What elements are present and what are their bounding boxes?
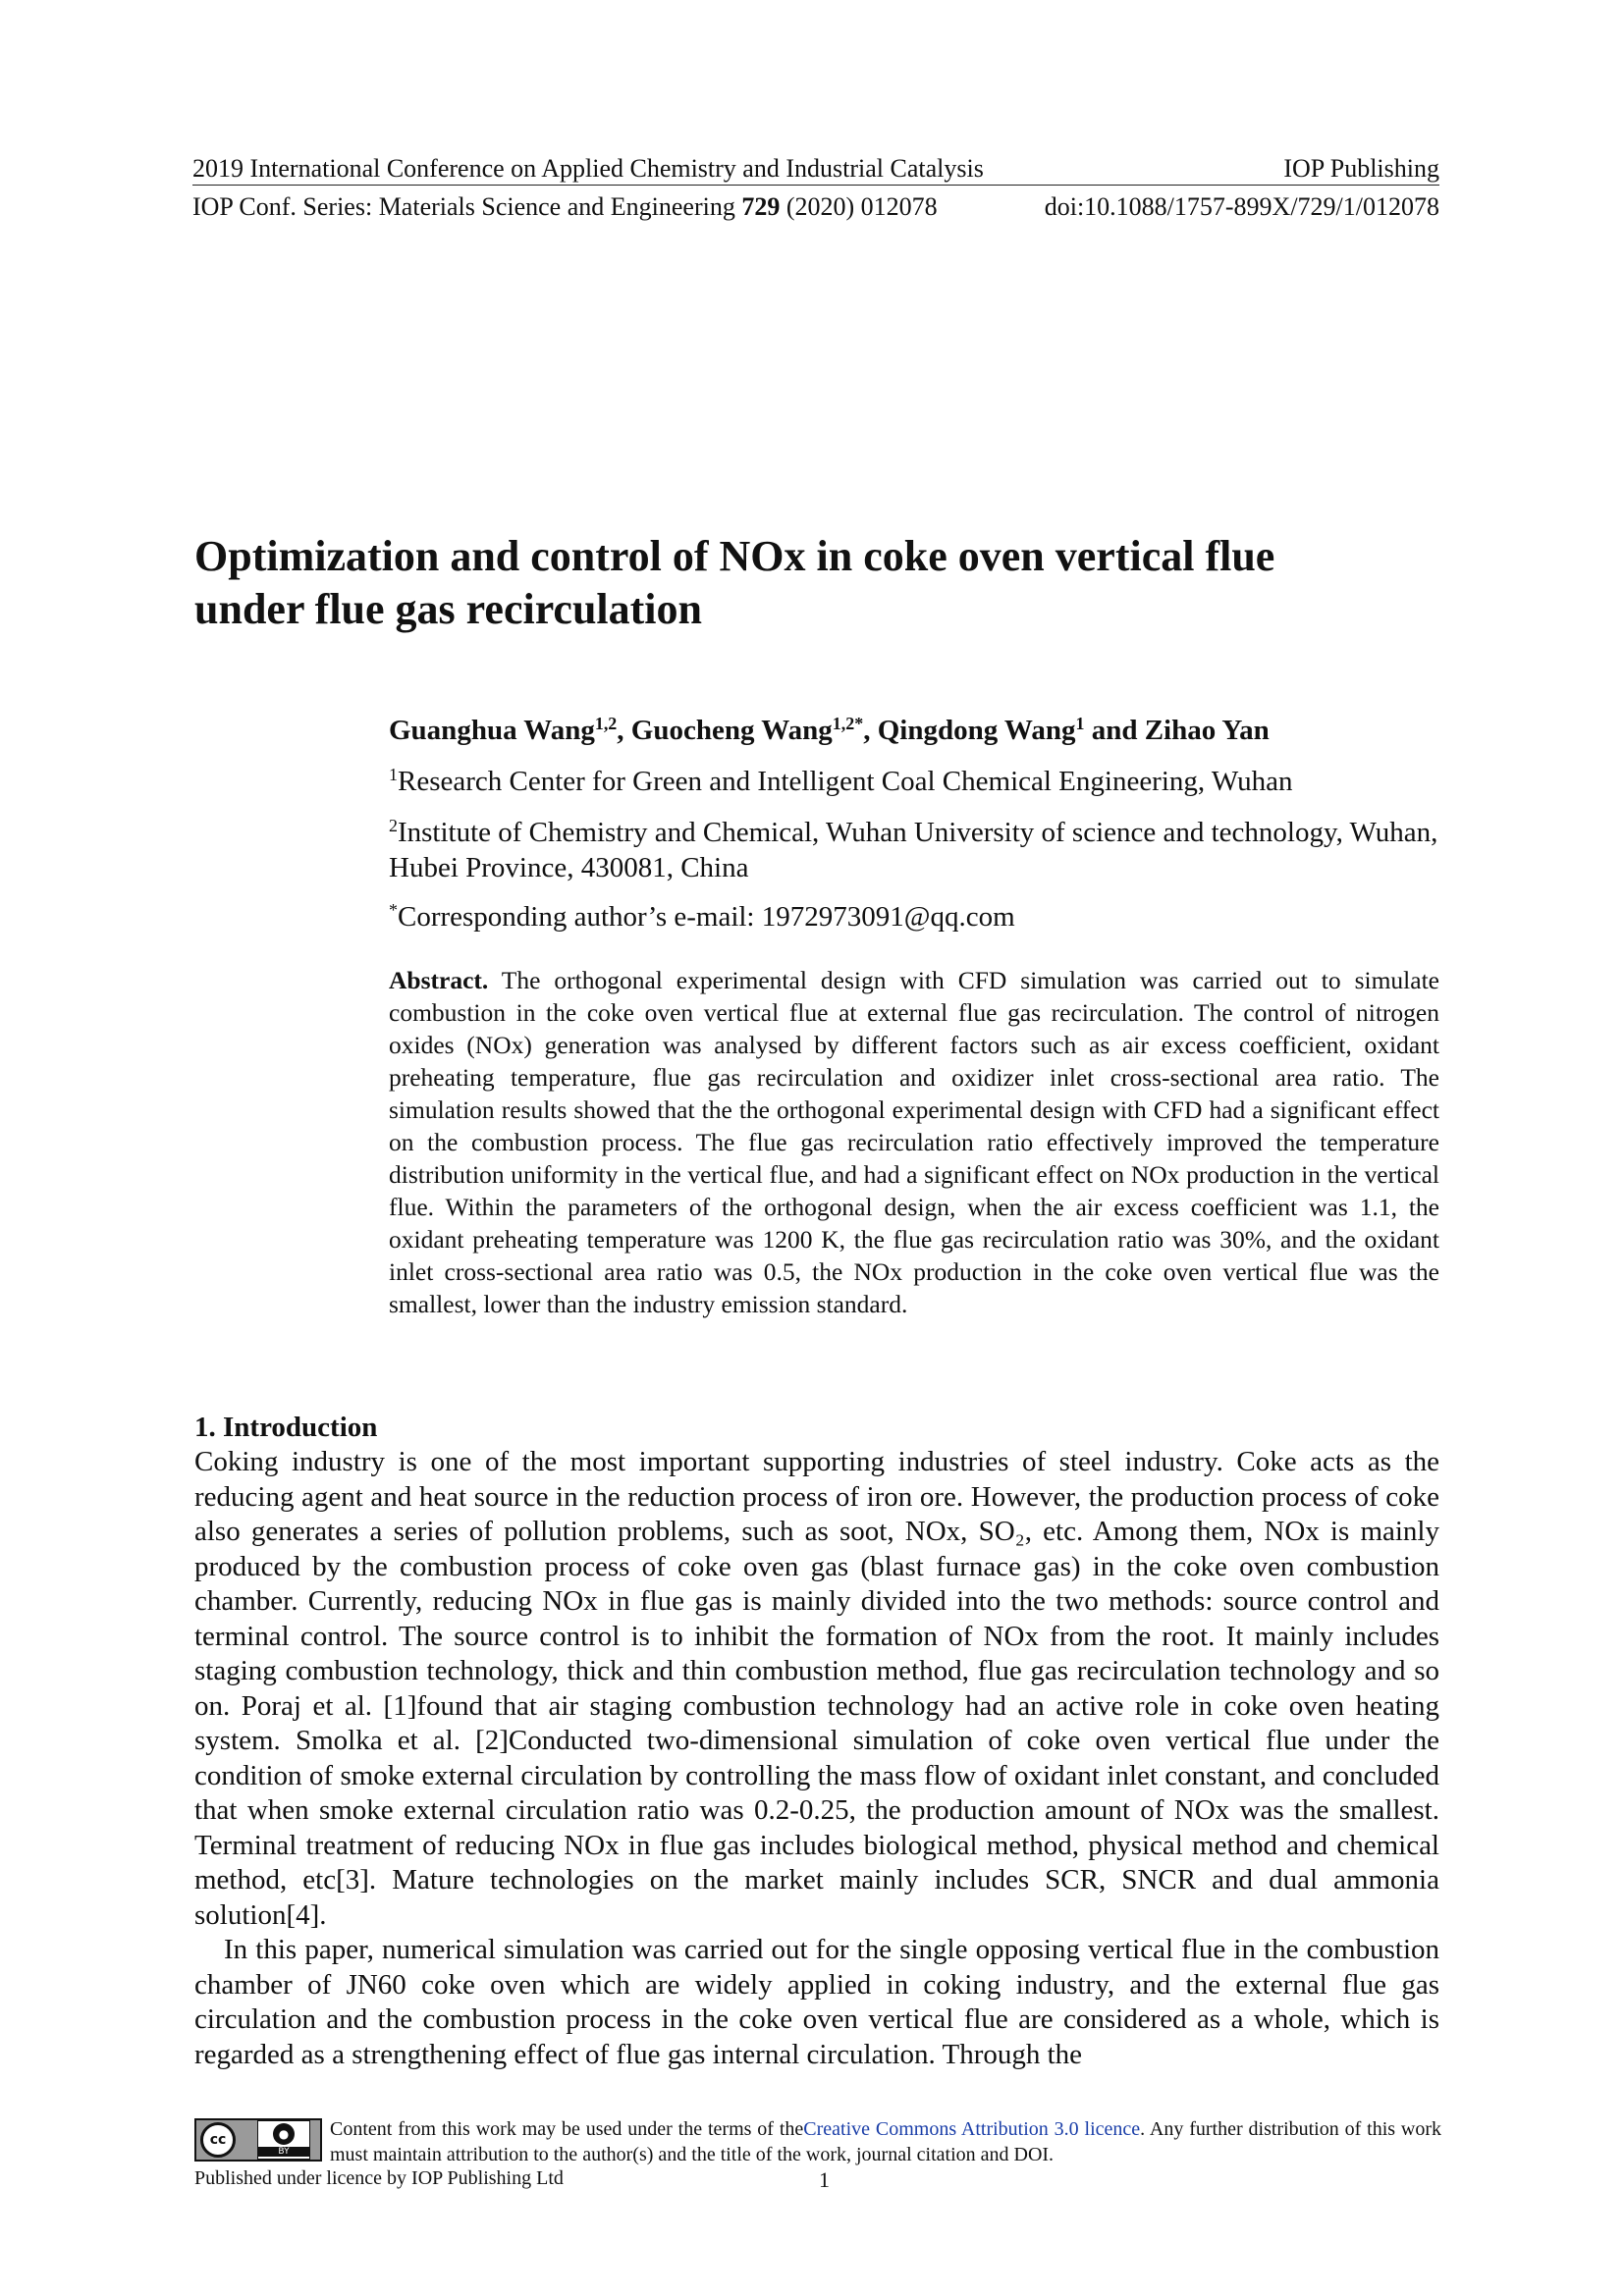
page-number: 1 (819, 2167, 830, 2192)
running-header (192, 154, 1439, 184)
abstract-text: The orthogonal experimental design with CFD simulation was carried out to simulate combustion in the coke oven vertical flue at external flue gas recirculation. The control of nitrogen oxides (NOx) generation was analysed by different factors such as air excess coefficient, oxidant preheating temperature, flue gas recirculation and oxidizer inlet cross-sectional area ratio. The simulation results showed that the the orthogonal experimental design with CFD had a significant effect on the combustion process. The flue gas recirculation ratio effectively improved the temperature distribution uniformity in the vertical flue, and had a significant effect on NOx production in the vertical flue. Within the parameters of the orthogonal design, when the air excess coefficient was 1.1, the oxidant preheating temperature was 1200 K, the flue gas recirculation ratio was 30%, and the oxidant inlet cross-sectional area ratio was 0.5, the NOx production in the coke oven vertical flue was the smallest, lower than the industry emission standard. (389, 966, 1439, 1318)
person-icon: ● (273, 2123, 295, 2145)
author-separator: , (617, 715, 631, 746)
section-heading: 1. Introduction (194, 1412, 378, 1443)
author-name: Zihao Yan (1144, 715, 1270, 746)
corresponding-mark: * (389, 900, 398, 921)
cc-icon: cc (200, 2122, 236, 2158)
by-label: BY (258, 2147, 309, 2157)
affiliation-2 (389, 815, 1439, 885)
license-text: Content from this work may be used under the terms of the (330, 2118, 804, 2140)
author-name: Qingdong Wang (877, 715, 1076, 746)
section-body (194, 1445, 1439, 2072)
abstract (389, 964, 1439, 1320)
author-list (389, 713, 1270, 748)
paragraph: Coking industry is one of the most important supporting industries of steel industry. Coke acts as the reducing agent and heat source in the reduction process of iron ore. However, the production process of coke also generates a series of pollution problems, such as soot, NOx, SO₂, etc. Among them, NOx is mainly produced by the combustion process of coke oven gas (blast furnace gas) in the coke oven combustion chamber. Currently, reducing NOx in flue gas is mainly divided into the two methods: source control and terminal control. The source control is to inhibit the formation of NOx from the root. It mainly includes staging combustion technology, thick and thin combustion method, flue gas recirculation technology and so on. Poraj et al. [1]found that air staging combustion technology had an active role in coke oven heating system. Smolka et al. [2]Conducted two-dimensional simulation of coke oven vertical flue under the condition of smoke external circulation by controlling the mass flow of oxidant inlet constant, and concluded that when smoke external circulation ratio was 0.2-0.25, the production amount of NOx was the smallest. Terminal treatment of reducing NOx in flue gas includes biological method, physical method and chemical method, etc[3]. Mature technologies on the market mainly includes SCR, SNCR and dual ammonia solution[4]. (194, 1446, 1439, 1931)
affiliation-1 (389, 764, 1439, 799)
author-separator: and (1084, 715, 1145, 746)
publisher-line: Published under licence by IOP Publishing Ltd (194, 2167, 564, 2189)
attribution-icon (257, 2120, 310, 2160)
affiliation-text: Research Center for Green and Intelligent Coal Chemical Engineering, Wuhan (397, 766, 1293, 797)
series-name: IOP Conf. Series: Materials Science and Engineering (192, 192, 742, 221)
author-name: Guocheng Wang (630, 715, 833, 746)
author-affiliation-mark: 1 (1075, 714, 1085, 734)
header-rule (192, 185, 1439, 186)
abstract-label: Abstract. (389, 966, 489, 994)
affiliation-mark: 1 (389, 765, 398, 785)
conference-name: 2019 International Conference on Applied Chemistry and Industrial Catalysis (192, 154, 984, 183)
paragraph: In this paper, numerical simulation was carried out for the single opposing vertical flue in the combustion chamber of JN60 coke oven which are widely applied in coking industry, and the external flue gas circulation and the combustion process in the coke oven vertical flue are considered as a whole, which is regarded as a strengthening effect of flue gas internal circulation. Through the (194, 1934, 1439, 2070)
cc-license-logo (194, 2118, 322, 2162)
affiliation-text: Institute of Chemistry and Chemical, Wuhan University of science and technology, Wuhan, Hubei Province, 430081, China (389, 817, 1438, 883)
title-line-2: under flue gas recirculation (194, 585, 702, 633)
affiliation-mark: 2 (389, 816, 398, 836)
corresponding-email: Corresponding author’s e-mail: 1972973091@qq.com (397, 901, 1015, 933)
author-affiliation-mark: 1,2* (832, 714, 864, 734)
paper-title (194, 530, 1432, 636)
license-notice (330, 2116, 1441, 2167)
corresponding-author (389, 899, 1439, 934)
author-affiliation-mark: 1,2 (594, 714, 618, 734)
publisher-name: IOP Publishing (1283, 154, 1439, 183)
series-citation (192, 192, 938, 222)
author-name: Guanghua Wang (389, 715, 595, 746)
license-text: . Any further distribution of this work must maintain attribution to the author(s) and the title of the work, journal citation and DOI. (330, 2118, 1442, 2165)
article-number: (2020) 012078 (780, 192, 938, 221)
volume-number: 729 (741, 192, 781, 221)
author-separator: , (863, 715, 878, 746)
title-line-1: Optimization and control of NOx in coke oven vertical flue (194, 532, 1275, 580)
license-link[interactable]: Creative Commons Attribution 3.0 licence (803, 2118, 1141, 2140)
doi: doi:10.1088/1757-899X/729/1/012078 (1044, 192, 1439, 221)
series-line (192, 192, 1439, 222)
